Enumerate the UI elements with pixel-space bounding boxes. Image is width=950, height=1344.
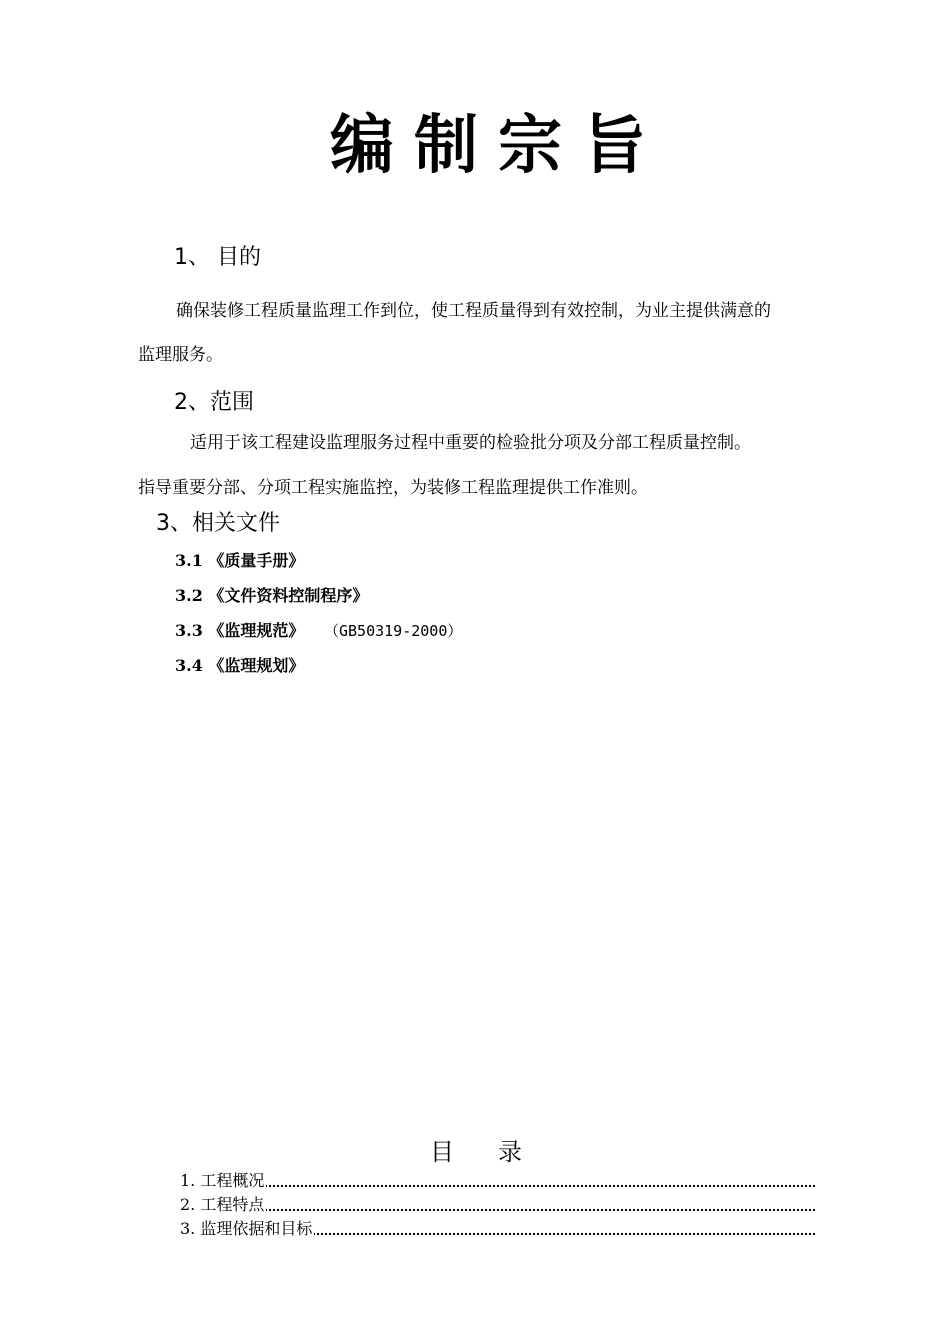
toc-title: 目录 bbox=[430, 1138, 566, 1166]
related-file-label: 3.1 《质量手册》 bbox=[175, 551, 305, 570]
toc-entry-label: 2. 工程特点 bbox=[180, 1195, 265, 1214]
toc-entry[interactable] bbox=[180, 1194, 815, 1216]
related-file-label: 3.4 《监理规划》 bbox=[175, 656, 305, 675]
toc-entry[interactable] bbox=[180, 1218, 815, 1240]
section-heading-related-files: 3、相关文件 bbox=[156, 511, 280, 536]
toc-leader-dots bbox=[180, 1209, 815, 1211]
related-file-code: （GB50319-2000） bbox=[324, 622, 463, 640]
section-heading-purpose: 1、 目的 bbox=[174, 245, 261, 270]
related-file-label: 3.3 《监理规范》 bbox=[175, 621, 305, 640]
toc-entry-label: 1. 工程概况 bbox=[180, 1171, 265, 1190]
scope-line-2: 指导重要分部、分项工程实施监控，为装修工程监理提供工作准则。 bbox=[138, 478, 648, 498]
section-heading-scope: 2、范围 bbox=[174, 390, 254, 415]
purpose-line-1: 确保装修工程质量监理工作到位，使工程质量得到有效控制，为业主提供满意的 bbox=[176, 301, 771, 321]
toc-entry[interactable] bbox=[180, 1170, 815, 1192]
toc-leader-dots bbox=[180, 1185, 815, 1187]
related-file-item bbox=[175, 550, 304, 572]
purpose-line-2: 监理服务。 bbox=[138, 345, 223, 365]
related-file-item bbox=[175, 655, 304, 677]
related-file-item bbox=[175, 585, 368, 607]
toc-entry-label: 3. 监理依据和目标 bbox=[180, 1219, 313, 1238]
related-file-label: 3.2 《文件资料控制程序》 bbox=[175, 586, 369, 605]
scope-line-1: 适用于该工程建设监理服务过程中重要的检验批分项及分部工程质量控制。 bbox=[190, 433, 751, 453]
related-file-item bbox=[175, 620, 462, 642]
page-title: 编制宗旨 bbox=[330, 109, 666, 183]
